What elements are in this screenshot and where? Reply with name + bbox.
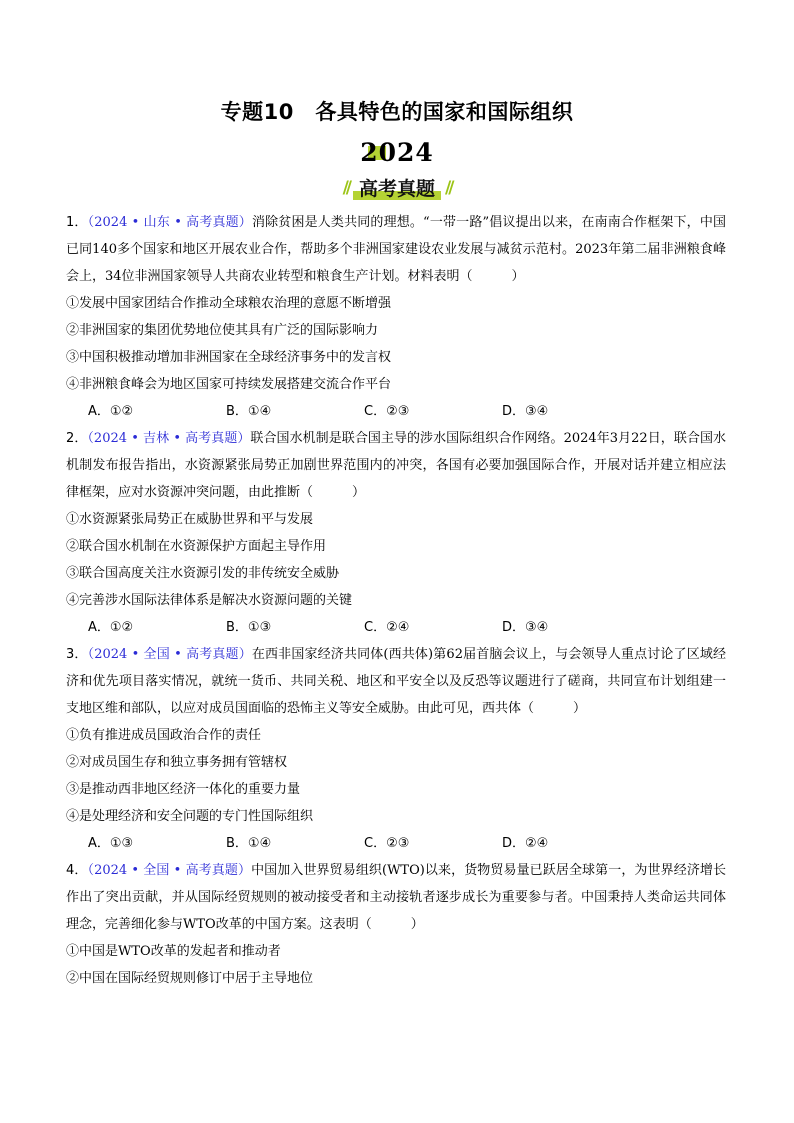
statement-option: ④完善涉水国际法律体系是解决水资源问题的关键: [66, 593, 353, 608]
statement-option: ①中国是WTO改革的发起者和推动者: [66, 944, 281, 959]
answer-choice[interactable]: C．②③: [364, 836, 410, 851]
badge-slash-right-icon: //: [445, 177, 452, 198]
question-stem: [66, 209, 726, 290]
question-text: 中国加入世界贸易组织(WTO)以来，货物贸易量已跃居全球第一，为世界经济增长作出了突出贡献，并从国际经贸规则的被动接受者和主动接轨者逐步成长为重要参与者。中国秉持人类命运共同体理念，完善细化参与WTO改革的中国方案。这表明（ ）: [66, 863, 727, 932]
statement-option: ②联合国水机制在水资源保护方面起主导作用: [66, 539, 327, 554]
question-number: 4．: [66, 863, 88, 878]
answer-choice[interactable]: D．③④: [502, 404, 549, 419]
statement-option: ①发展中国家团结合作推动全球粮农治理的意愿不断增强: [66, 296, 392, 311]
question-number: 3．: [66, 647, 88, 662]
question-number: 2．: [66, 431, 88, 446]
answer-choices: [66, 830, 726, 857]
answer-choice[interactable]: B．①③: [226, 620, 272, 635]
question-list: [66, 209, 726, 992]
statement-option: ④非洲粮食峰会为地区国家可持续发展搭建交流合作平台: [66, 377, 392, 392]
question-number: 1．: [66, 215, 88, 230]
question-stem: [66, 641, 726, 722]
statement-option: ③是推动西非地区经济一体化的重要力量: [66, 782, 301, 797]
question-text: 在西非国家经济共同体(西共体)第62届首脑会议上，与会领导人重点讨论了区域经济和优先项目落实情况，就统一货币、共同关税、地区和平安全以及反恐等议题进行了磋商，共同宣布计划组建一支地区维和部队，以应对成员国面临的恐怖主义等安全威胁。由此可见，西共体（ ）: [66, 647, 727, 716]
badge-slash-left-icon: //: [342, 177, 349, 198]
answer-choices: [66, 398, 726, 425]
answer-choice[interactable]: B．①④: [226, 836, 272, 851]
badge-label: 高考真题: [353, 174, 441, 201]
answer-choices: [66, 614, 726, 641]
statement-option: ②对成员国生存和独立事务拥有管辖权: [66, 755, 288, 770]
answer-choice[interactable]: D．③④: [502, 620, 549, 635]
statement-option: ③中国积极推动增加非洲国家在全球经济事务中的发言权: [66, 350, 392, 365]
question-text: 消除贫困是人类共同的理想。“一带一路”倡议提出以来，在南南合作框架下，中国已同140多个国家和地区开展农业合作，帮助多个非洲国家建设农业发展与减贫示范村。2023年第二届非洲粮食峰会上，34位非洲国家领导人共商农业转型和粮食生产计划。材料表明（ ）: [66, 215, 726, 284]
answer-choice[interactable]: C．②③: [364, 404, 410, 419]
year-heading: 2024: [360, 138, 434, 167]
answer-choice[interactable]: A．①②: [88, 404, 134, 419]
question-source: （2024 • 全国 • 高考真题）: [87, 647, 252, 662]
answer-choice[interactable]: C．②④: [364, 620, 410, 635]
question-text: 联合国水机制是联合国主导的涉水国际组织合作网络。2024年3月22日，联合国水机制发布报告指出，水资源紧张局势正加剧世界范围内的冲突，各国有必要加强国际合作，开展对话并建立相应法律框架，应对水资源冲突问题，由此推断（ ）: [66, 431, 726, 500]
question-source: （2024 • 山东 • 高考真题）: [87, 215, 252, 230]
statement-option: ①水资源紧张局势正在威胁世界和平与发展: [66, 512, 314, 527]
answer-choice[interactable]: D．②④: [502, 836, 549, 851]
statement-option: ①负有推进成员国政治合作的责任: [66, 728, 262, 743]
answer-choice[interactable]: A．①②: [88, 620, 134, 635]
page-title: 专题10 各具特色的国家和国际组织: [220, 100, 574, 124]
question-stem: [66, 857, 726, 938]
answer-choice[interactable]: A．①③: [88, 836, 134, 851]
question-source: （2024 • 全国 • 高考真题）: [87, 863, 252, 878]
question-stem: [66, 425, 726, 506]
statement-option: ③联合国高度关注水资源引发的非传统安全威胁: [66, 566, 340, 581]
section-badge: [343, 174, 452, 201]
statement-option: ②中国在国际经贸规则修订中居于主导地位: [66, 971, 314, 986]
statement-option: ②非洲国家的集团优势地位使其具有广泛的国际影响力: [66, 323, 379, 338]
statement-option: ④是处理经济和安全问题的专门性国际组织: [66, 809, 314, 824]
question-source: （2024 • 吉林 • 高考真题）: [87, 431, 251, 446]
answer-choice[interactable]: B．①④: [226, 404, 272, 419]
